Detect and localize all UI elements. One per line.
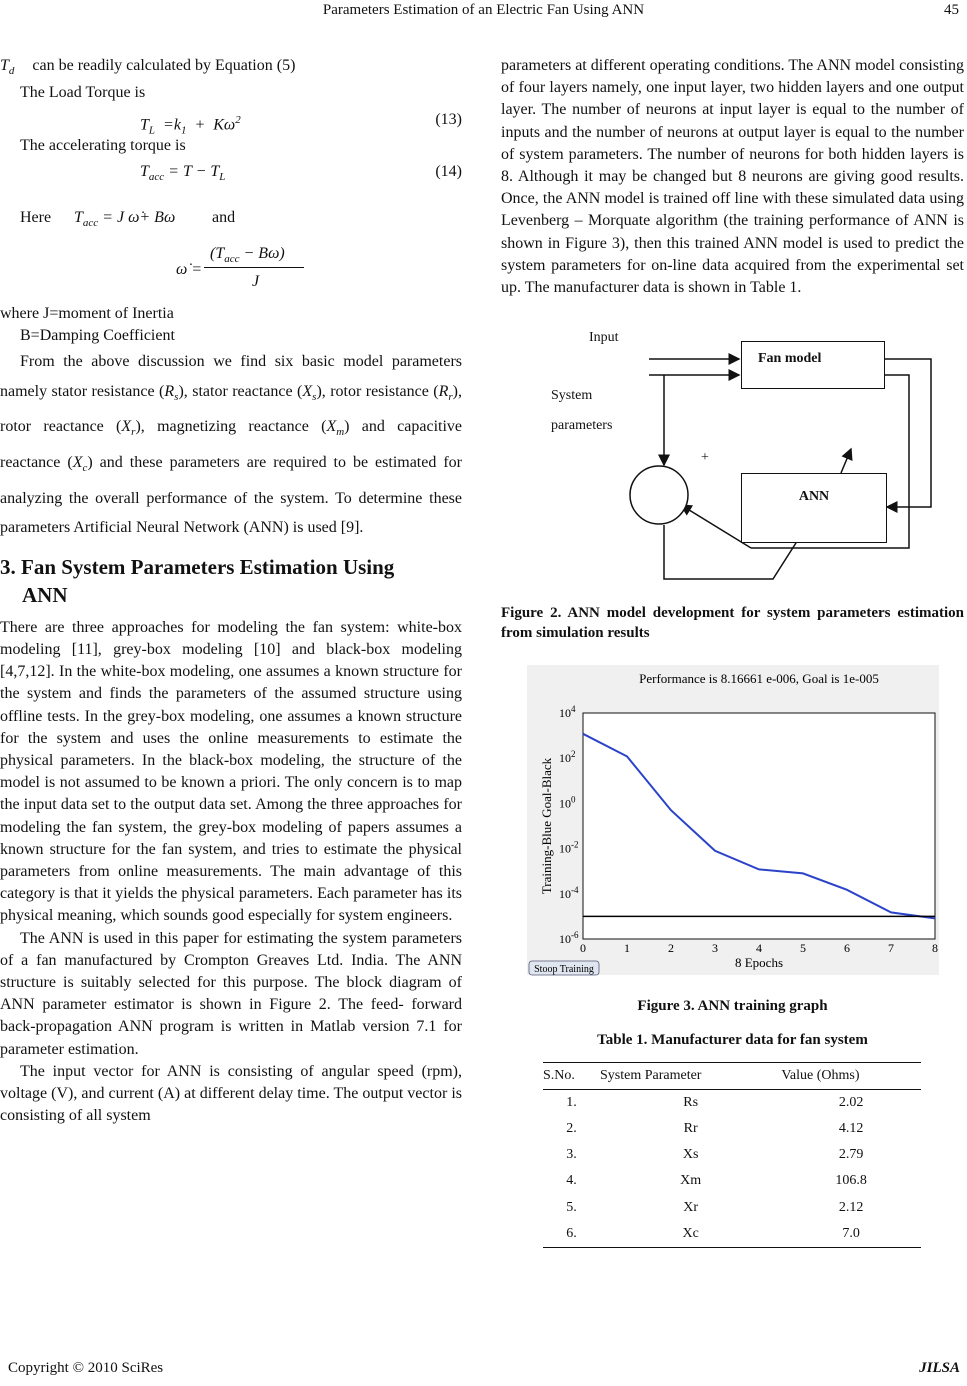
table-cell: Xm (680, 1173, 702, 1189)
page-header (0, 0, 967, 22)
page-number: 45 (944, 2, 959, 18)
figure-2-caption: Figure 2. ANN model development for system parameters estimation from simulation results (501, 605, 964, 642)
manufacturer-data-table (543, 1062, 921, 1248)
page-footer (8, 1360, 960, 1377)
table-cell: 7.0 (781, 1221, 921, 1248)
y-tick-label: $10^4$ (559, 704, 576, 721)
x-tick-label: 3 (712, 941, 718, 956)
table-1-caption: Table 1. Manufacturer data for fan system (597, 1032, 868, 1049)
equation-here: Here $T_{acc} = J$ ω̇+ Bω and (20, 208, 236, 229)
paragraph: where J=moment of Inertia (0, 304, 174, 322)
table-cell: 3. (566, 1147, 577, 1163)
table-cell: 1. (566, 1094, 577, 1110)
parameters-label: parameters (551, 418, 613, 434)
running-title: Parameters Estimation of an Electric Fan Using ANN (322, 2, 645, 18)
summing-junction (630, 466, 688, 524)
paragraph: B=Damping Coefficient (20, 327, 175, 344)
figure-3-chart (501, 651, 964, 991)
y-tick-label: $10^{-4}$ (559, 885, 579, 902)
paragraph: The Load Torque is (20, 84, 146, 102)
equation-14: $T_{acc} = T - T_L$ (14) (140, 162, 462, 183)
table-row (543, 1116, 921, 1142)
stop-training-label: Stoop Training (534, 964, 594, 976)
x-tick-label: 7 (888, 941, 894, 956)
y-tick-label: $10^{-6}$ (559, 930, 579, 947)
plot-area (583, 713, 935, 939)
table-cell: Rr (683, 1121, 698, 1137)
y-tick-label: $10^2$ (559, 749, 576, 766)
input-label: Input (589, 330, 619, 346)
table-cell: 106.8 (835, 1173, 867, 1189)
paragraph: The ANN is used in this paper for estimating the system parameters of a fan manufactured by Crompton Greaves Ltd. India. The ANN structure is suitably selected for this purpose. The block diagram of ANN parameter estimator is shown in Figure 2. The feed- forward back-propagation ANN program is written in Matlab version 7.1 for parameter estimation. (0, 929, 462, 1058)
x-tick-label: 1 (624, 941, 630, 956)
x-tick-label: 5 (800, 941, 806, 956)
table-cell: 2. (566, 1121, 577, 1137)
equation-omega: ω̇ = $(T_{acc} - B\omega)$ J (0, 241, 462, 303)
equation-13: $T_L =k_1 + K\omega^2$ (13) (140, 110, 462, 137)
table-row (543, 1089, 921, 1116)
figure-2-diagram (501, 323, 964, 593)
table-cell: 4. (566, 1173, 577, 1189)
table-row (543, 1168, 921, 1194)
table-header-cell: Value (Ohms) (781, 1062, 921, 1089)
chart-title: Performance is 8.16661 e-006, Goal is 1e-005 (639, 671, 879, 687)
paragraph: $T_d$ can be readily calculated by Equation (5) (0, 57, 296, 78)
ann-block: ANN (741, 473, 887, 543)
x-tick-label: 2 (668, 941, 674, 956)
paragraph: parameters at different operating conditions. The ANN model consisting of four layers namely, one input layer, two hidden layers and one output layer. The number of neurons at input layer is equal to the number of inputs and the number of neurons at output layer is equal to the number of system parameters. The number of neurons for both hidden layers is 8. Although it may be changed but 8 neurons are giving good results. Once, the ANN model is trained off line with these simulated data using Levenberg – Morquate algorithm (the training performance of ANN is shown in Figure 3), then this trained ANN model is used to predict the system parameters for on-line data acquired from the experimental set up. The manufacturer data is shown in Table 1. (501, 57, 964, 297)
table-row (543, 1195, 921, 1221)
right-column (501, 55, 964, 1248)
y-tick-label: $10^{-2}$ (559, 839, 579, 856)
y-tick-label: $10^0$ (559, 794, 576, 811)
table-cell: 2.02 (838, 1094, 864, 1110)
table-cell: 4.12 (838, 1121, 864, 1137)
paragraph: From the above discussion we find six basic model parameters namely stator resistance $(R_s)$, stator reactance $(X_s)$, rotor resistance $(R_r)$, rotor reactance $(X_r)$, magnetizing reactance $(X_m)$ and capacitive reactance $(X_c)$ and these parameters are required to be estimated for analyzing the overall performance of the system. To determine these parameters Artificial Neural Network (ANN) is used [9]. (0, 353, 463, 537)
x-tick-label: 6 (844, 941, 850, 956)
table-cell: Xs (682, 1147, 699, 1163)
table-cell: 2.79 (838, 1147, 864, 1163)
table-row (543, 1142, 921, 1168)
table-cell: 2.12 (838, 1199, 864, 1215)
left-column (0, 55, 462, 1127)
system-label: System (551, 388, 593, 404)
paragraph: The input vector for ANN is consisting of angular speed (rpm), voltage (V), and current (A) at different delay time. The output vector is consisting of all system (0, 1062, 462, 1125)
journal-name: JILSA (919, 1360, 960, 1376)
figure-3-caption: Figure 3. ANN training graph (637, 998, 828, 1015)
table-cell: 5. (566, 1199, 577, 1215)
diagram-connectors (501, 323, 964, 593)
fan-model-block: Fan model (741, 341, 885, 389)
x-axis-label: 8 Epochs (734, 955, 784, 971)
paragraph: The accelerating torque is (20, 136, 186, 154)
x-tick-label: 8 (932, 941, 938, 956)
table-header-cell: S.No. (543, 1062, 600, 1089)
paragraph: There are three approaches for modeling the fan system: white-box modeling [11], grey-box modeling [10] and black-box modeling [4,7,12]. In the white-box modeling, one assumes a known structure for the system and finds the parameters of the assumed structure using offline tests. In the grey-box modeling, one assumes a known structure for the system and uses the online measurements to estimate the physical parameters. In the black-box modeling, the structure of the model is not assumed to be known a priori. The only concern is to map the input data set to the output data set. Among the three approaches for modeling the fan system, the grey-box modeling of papers assumes a known structure for the fan system, and tries to estimate the physical parameters from online measurements. The main advantage of this category is that it yields the physical parameters. Each parameter has its physical meaning, which sounds good especially for system engineers. (0, 618, 462, 925)
section-heading: 3. Fan System Parameters Estimation Using ANN (0, 554, 395, 607)
y-axis-label: Training-Blue Goal-Black (539, 758, 554, 895)
table-cell: Xc (600, 1221, 781, 1248)
table-header-cell: System Parameter (600, 1062, 781, 1089)
plus-sign: + (701, 450, 709, 466)
table-row (543, 1221, 921, 1248)
training-chart (501, 651, 964, 991)
copyright: Copyright © 2010 SciRes (8, 1360, 164, 1376)
x-tick-label: 4 (756, 941, 762, 956)
table-cell: 6. (543, 1221, 600, 1248)
table-cell: Rs (683, 1094, 699, 1110)
x-tick-label: 0 (580, 941, 586, 956)
table-cell: Xr (683, 1199, 699, 1215)
